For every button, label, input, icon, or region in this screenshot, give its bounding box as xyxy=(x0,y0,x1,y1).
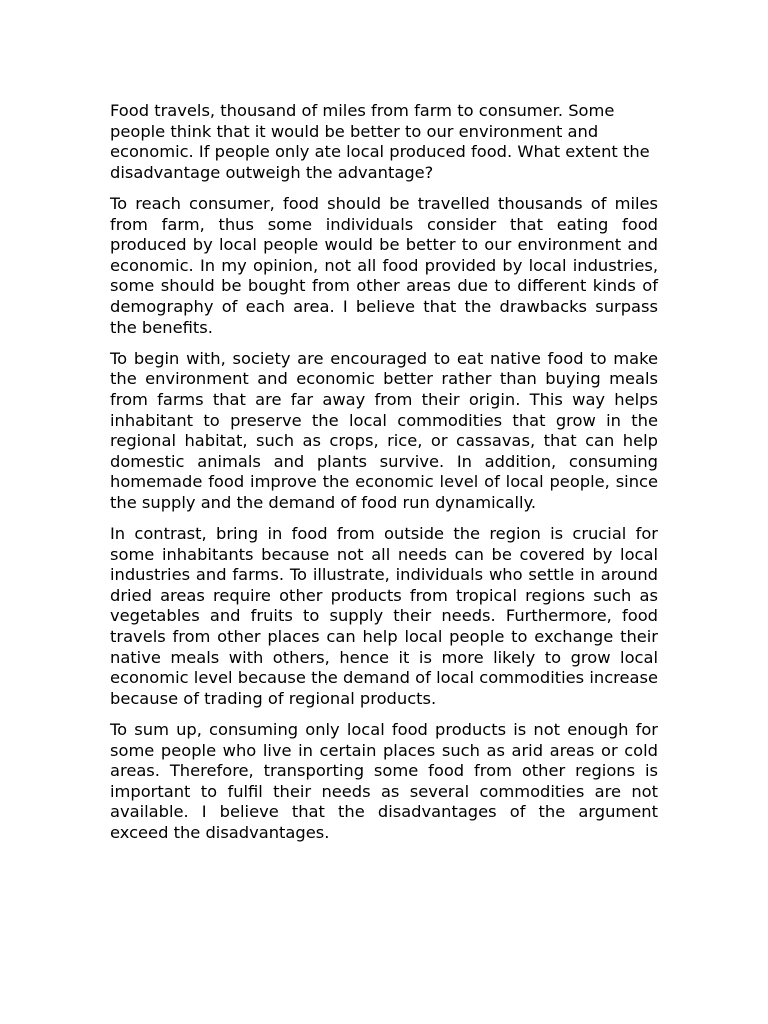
essay-body xyxy=(110,101,658,854)
paragraph-introduction: To reach consumer, food should be travelled thousands of miles from farm, thus some individuals consider that eating food produced by local people would be better to our environment and economic. In my opinion, not all food provided by local industries, some should be bought from other areas due to different kinds of demography of each area. I believe that the drawbacks surpass the benefits. xyxy=(110,193,658,337)
paragraph-disadvantages: In contrast, bring in food from outside the region is crucial for some inhabitants because not all needs can be covered by local industries and farms. To illustrate, individuals who settle in around dried areas require other products from tropical regions such as vegetables and fruits to supply their needs. Furthermore, food travels from other places can help local people to exchange their native meals with others, hence it is more likely to grow local economic level because the demand of local commodities increase because of trading of regional products. xyxy=(110,524,658,708)
essay-prompt: Food travels, thousand of miles from farm to consumer. Some people think that it would be better to our environment and economic. If people only ate local produced food. What extent the disadvantage outweigh the advantage? xyxy=(110,101,650,182)
paragraph-conclusion: To sum up, consuming only local food products is not enough for some people who live in certain places such as arid areas or cold areas. Therefore, transporting some food from other regions is important to fulfil their needs as several commodities are not available. I believe that the disadvantages of the argument exceed the disadvantages. xyxy=(110,720,658,842)
paragraph-advantages: To begin with, society are encouraged to eat native food to make the environment and economic better rather than buying meals from farms that are far away from their origin. This way helps inhabitant to preserve the local commodities that grow in the regional habitat, such as crops, rice, or cassavas, that can help domestic animals and plants survive. In addition, consuming homemade food improve the economic level of local people, since the supply and the demand of food run dynamically. xyxy=(110,348,658,512)
